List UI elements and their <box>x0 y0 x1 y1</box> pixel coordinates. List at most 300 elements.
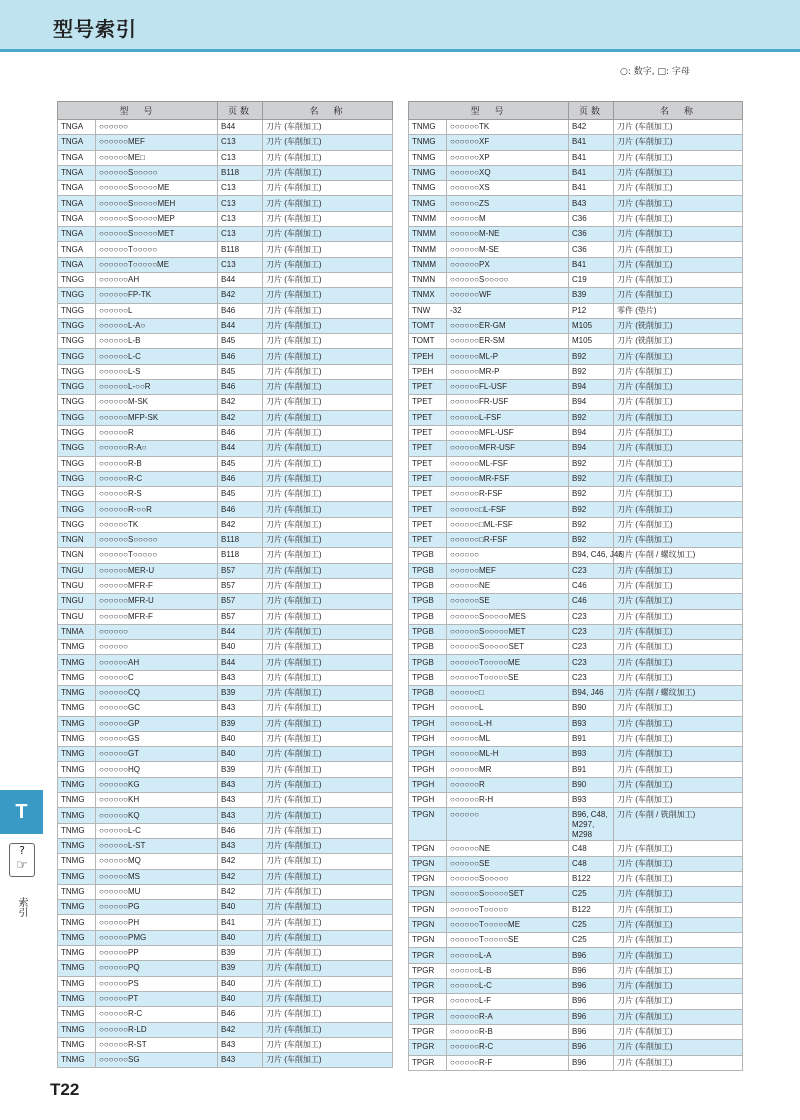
table-row <box>409 548 743 563</box>
table-row <box>409 456 743 471</box>
model-prefix-cell: TNMG <box>409 120 447 135</box>
model-code-cell: ○○○○○○SE <box>447 856 569 871</box>
table-row <box>58 731 393 746</box>
page-cell: C13 <box>218 135 263 150</box>
name-cell: 刀片 (车削加工) <box>614 762 743 777</box>
name-cell: 刀片 (车削加工) <box>263 701 393 716</box>
name-cell: 刀片 (车削加工) <box>614 856 743 871</box>
page-cell: B57 <box>218 563 263 578</box>
name-cell: 刀片 (车削加工) <box>614 793 743 808</box>
model-prefix-cell: TPEH <box>409 349 447 364</box>
model-code-cell: ○○○○○○MR-P <box>447 364 569 379</box>
model-code-cell: ○○○○○○L-S <box>96 364 218 379</box>
index-table-left <box>57 101 393 1068</box>
model-code-cell: ○○○○○○ <box>96 624 218 639</box>
table-row <box>409 994 743 1009</box>
page-cell: B118 <box>218 242 263 257</box>
page-cell: M105 <box>569 334 614 349</box>
model-prefix-cell: TPGB <box>409 624 447 639</box>
table-row <box>58 456 393 471</box>
model-prefix-cell: TNGN <box>58 533 96 548</box>
model-prefix-cell: TPET <box>409 533 447 548</box>
model-code-cell: ○○○○○○PT <box>96 991 218 1006</box>
name-cell: 刀片 (车削加工) <box>263 380 393 395</box>
table-row <box>409 150 743 165</box>
model-prefix-cell: TNMG <box>58 685 96 700</box>
model-prefix-cell: TNMM <box>409 211 447 226</box>
model-code-cell: ○○○○○○ <box>96 120 218 135</box>
page-cell: B43 <box>218 838 263 853</box>
model-code-cell: -32 <box>447 303 569 318</box>
page-cell: B45 <box>218 487 263 502</box>
help-box[interactable] <box>9 843 35 877</box>
name-cell: 刀片 (车削加工) <box>263 441 393 456</box>
page-cell: B92 <box>569 517 614 532</box>
table-row <box>58 1022 393 1037</box>
table-row <box>58 1053 393 1068</box>
index-table-right <box>408 101 743 1071</box>
page-cell: B40 <box>218 900 263 915</box>
model-prefix-cell: TNGG <box>58 334 96 349</box>
model-prefix-cell: TPET <box>409 517 447 532</box>
table-row <box>58 961 393 976</box>
table-header <box>409 102 743 120</box>
name-cell: 刀片 (车削 / 螺纹加工) <box>614 685 743 700</box>
model-code-cell: ○○○○○○ML-FSF <box>447 456 569 471</box>
name-cell: 刀片 (车削加工) <box>263 272 393 287</box>
name-cell: 刀片 (车削加工) <box>614 731 743 746</box>
symbol-legend: ○: 数字, □: 字母 <box>620 67 690 77</box>
model-prefix-cell: TNMG <box>58 823 96 838</box>
model-code-cell: ○○○○○○M-NE <box>447 227 569 242</box>
model-code-cell: ○○○○○○L-C <box>447 979 569 994</box>
model-code-cell: ○○○○○○TK <box>96 517 218 532</box>
model-code-cell: ○○○○○○SG <box>96 1053 218 1068</box>
name-cell: 刀片 (车削加工) <box>263 533 393 548</box>
model-code-cell: ○○○○○○R-S <box>96 487 218 502</box>
model-prefix-cell: TPET <box>409 502 447 517</box>
model-prefix-cell: TPGR <box>409 948 447 963</box>
table-row <box>58 380 393 395</box>
page-cell: B46 <box>218 471 263 486</box>
name-cell: 刀片 (车削加工) <box>263 946 393 961</box>
model-code-cell: ○○○○○○PX <box>447 257 569 272</box>
page-cell: B39 <box>218 961 263 976</box>
name-cell: 刀片 (车削加工) <box>263 1053 393 1068</box>
section-tab-T[interactable]: T <box>0 790 43 834</box>
model-code-cell: ○○○○○○GC <box>96 701 218 716</box>
table-row <box>58 441 393 456</box>
model-prefix-cell: TNMG <box>58 731 96 746</box>
model-code-cell: ○○○○○○NE <box>447 841 569 856</box>
table-row <box>58 854 393 869</box>
page-cell: B45 <box>218 364 263 379</box>
model-prefix-cell: TNGG <box>58 502 96 517</box>
table-row <box>58 808 393 823</box>
model-prefix-cell: TNGG <box>58 471 96 486</box>
page-cell: C13 <box>218 150 263 165</box>
model-prefix-cell: TPGB <box>409 670 447 685</box>
model-code-cell: ○○○○○○T○○○○○ME <box>96 257 218 272</box>
model-prefix-cell: TPGN <box>409 841 447 856</box>
model-prefix-cell: TNGG <box>58 364 96 379</box>
table-row <box>409 1055 743 1070</box>
model-prefix-cell: TPGR <box>409 994 447 1009</box>
page-cell: C36 <box>569 227 614 242</box>
page-cell: B40 <box>218 640 263 655</box>
name-cell: 刀片 (车削加工) <box>263 976 393 991</box>
table-row <box>409 181 743 196</box>
model-code-cell: ○○○○○○T○○○○○SE <box>447 933 569 948</box>
table-row <box>409 227 743 242</box>
page-cell: B43 <box>218 777 263 792</box>
page-cell: B39 <box>218 946 263 961</box>
page-cell: B92 <box>569 487 614 502</box>
model-prefix-cell: TPGB <box>409 655 447 670</box>
model-code-cell: ○○○○○○FL-USF <box>447 380 569 395</box>
table-row <box>409 594 743 609</box>
page-cell: B40 <box>218 731 263 746</box>
column-header-page: 页数 <box>218 102 263 120</box>
model-code-cell: ○○○○○○WF <box>447 288 569 303</box>
page-cell: C23 <box>569 670 614 685</box>
name-cell: 刀片 (车削加工) <box>263 793 393 808</box>
page-cell: B94 <box>569 395 614 410</box>
table-row <box>409 120 743 135</box>
model-prefix-cell: TNGA <box>58 135 96 150</box>
table-row <box>58 533 393 548</box>
name-cell: 刀片 (车削加工) <box>614 563 743 578</box>
model-prefix-cell: TPET <box>409 380 447 395</box>
model-code-cell: ○○○○○○R-C <box>96 1007 218 1022</box>
name-cell: 刀片 (车削加工) <box>263 900 393 915</box>
table-row <box>409 318 743 333</box>
table-row <box>58 120 393 135</box>
table-row <box>409 395 743 410</box>
name-cell: 刀片 (车削加工) <box>263 1007 393 1022</box>
name-cell: 刀片 (车削加工) <box>614 165 743 180</box>
model-code-cell: ○○○○○○CQ <box>96 685 218 700</box>
column-header-name: 名 称 <box>614 102 743 120</box>
table-row <box>409 917 743 932</box>
model-prefix-cell: TPET <box>409 425 447 440</box>
name-cell: 刀片 (车削加工) <box>263 120 393 135</box>
model-code-cell: ○○○○○○PP <box>96 946 218 961</box>
model-prefix-cell: TPGB <box>409 563 447 578</box>
name-cell: 刀片 (车削加工) <box>263 808 393 823</box>
name-cell: 刀片 (车削加工) <box>263 349 393 364</box>
page-cell: B44 <box>218 272 263 287</box>
table-row <box>58 410 393 425</box>
model-prefix-cell: TPET <box>409 471 447 486</box>
name-cell: 刀片 (车削加工) <box>614 502 743 517</box>
page-cell: B94 <box>569 441 614 456</box>
table-row <box>58 165 393 180</box>
model-code-cell: ○○○○○○R-FSF <box>447 487 569 502</box>
model-code-cell: ○○○○○○MFR-F <box>96 578 218 593</box>
page-cell: B44 <box>218 624 263 639</box>
model-prefix-cell: TPGB <box>409 578 447 593</box>
page-cell: B46 <box>218 425 263 440</box>
name-cell: 刀片 (车削加工) <box>263 624 393 639</box>
page-cell: B96, C48, M297, M298 <box>569 808 614 841</box>
page-cell: B44 <box>218 655 263 670</box>
table-row <box>58 334 393 349</box>
table-row <box>409 902 743 917</box>
model-prefix-cell: TPGN <box>409 887 447 902</box>
model-code-cell: ○○○○○○S○○○○○ <box>96 533 218 548</box>
table-row <box>58 747 393 762</box>
page-cell: B41 <box>569 165 614 180</box>
model-prefix-cell: TNW <box>409 303 447 318</box>
name-cell: 刀片 (车削加工) <box>263 548 393 563</box>
table-row <box>58 884 393 899</box>
table-row <box>409 563 743 578</box>
name-cell: 刀片 (车削加工) <box>614 395 743 410</box>
table-row <box>409 135 743 150</box>
page-cell: B42 <box>218 395 263 410</box>
page-cell: B92 <box>569 364 614 379</box>
model-code-cell: ○○○○○○GT <box>96 747 218 762</box>
model-code-cell: ○○○○○○ML-H <box>447 747 569 762</box>
name-cell: 刀片 (车削加工) <box>614 471 743 486</box>
table-row <box>409 808 743 841</box>
model-code-cell: ○○○○○○MEF <box>447 563 569 578</box>
name-cell: 刀片 (车削加工) <box>263 655 393 670</box>
model-prefix-cell: TNGA <box>58 120 96 135</box>
page-cell: C23 <box>569 655 614 670</box>
table-row <box>409 349 743 364</box>
name-cell: 刀片 (车削加工) <box>263 777 393 792</box>
page-cell: B42 <box>218 410 263 425</box>
page-cell: B96 <box>569 1055 614 1070</box>
name-cell: 刀片 (铣削加工) <box>614 334 743 349</box>
model-code-cell: ○○○○○○PMG <box>96 930 218 945</box>
model-code-cell: ○○○○○○XS <box>447 181 569 196</box>
column-header-model: 型 号 <box>409 102 569 120</box>
model-prefix-cell: TNMX <box>409 288 447 303</box>
table-row <box>58 900 393 915</box>
model-code-cell: ○○○○○○L-F <box>447 994 569 1009</box>
model-code-cell: ○○○○○○MU <box>96 884 218 899</box>
table-row <box>58 1037 393 1052</box>
table-row <box>409 609 743 624</box>
model-prefix-cell: TNMG <box>58 1037 96 1052</box>
name-cell: 刀片 (车削加工) <box>263 334 393 349</box>
model-prefix-cell: TNMG <box>58 976 96 991</box>
model-code-cell: ○○○○○○PG <box>96 900 218 915</box>
model-prefix-cell: TNMG <box>58 991 96 1006</box>
name-cell: 刀片 (车削加工) <box>263 165 393 180</box>
page-cell: B41 <box>569 150 614 165</box>
name-cell: 刀片 (车削加工) <box>614 441 743 456</box>
model-code-cell: ○○○○○○MS <box>96 869 218 884</box>
model-code-cell: ○○○○○○S○○○○○MES <box>447 609 569 624</box>
name-cell: 刀片 (车削加工) <box>614 135 743 150</box>
model-prefix-cell: TNGU <box>58 609 96 624</box>
name-cell: 刀片 (车削加工) <box>263 869 393 884</box>
model-code-cell: ○○○○○○L-H <box>447 716 569 731</box>
model-code-cell: ○○○○○○L-FSF <box>447 410 569 425</box>
model-code-cell: ○○○○○○GS <box>96 731 218 746</box>
page-cell: B94 <box>569 380 614 395</box>
model-code-cell: ○○○○○○SE <box>447 594 569 609</box>
model-prefix-cell: TNGU <box>58 578 96 593</box>
model-code-cell: ○○○○○○S○○○○○ME <box>96 181 218 196</box>
table-row <box>409 578 743 593</box>
page-cell: C46 <box>569 594 614 609</box>
model-code-cell: ○○○○○○GP <box>96 716 218 731</box>
page-cell: C25 <box>569 887 614 902</box>
model-prefix-cell: TNMG <box>58 762 96 777</box>
table-row <box>58 502 393 517</box>
model-prefix-cell: TNGG <box>58 487 96 502</box>
model-code-cell: ○○○○○○R-B <box>447 1024 569 1039</box>
model-code-cell: ○○○○○○L-○○R <box>96 380 218 395</box>
model-code-cell: ○○○○○○R-C <box>96 471 218 486</box>
table-row <box>58 930 393 945</box>
table-row <box>409 533 743 548</box>
name-cell: 刀片 (车削加工) <box>263 991 393 1006</box>
question-mark-icon: ? <box>19 844 25 857</box>
model-prefix-cell: TPGB <box>409 609 447 624</box>
model-code-cell: ○○○○○○L-ST <box>96 838 218 853</box>
model-code-cell: ○○○○○○TK <box>447 120 569 135</box>
page-cell: B96 <box>569 963 614 978</box>
page-cell: B96 <box>569 1040 614 1055</box>
model-prefix-cell: TNGU <box>58 594 96 609</box>
name-cell: 刀片 (车削加工) <box>263 471 393 486</box>
name-cell: 刀片 (车削加工) <box>263 838 393 853</box>
page-cell: B39 <box>569 288 614 303</box>
model-prefix-cell: TNMG <box>58 915 96 930</box>
page-cell: B57 <box>218 594 263 609</box>
model-prefix-cell: TPGH <box>409 747 447 762</box>
table-row <box>58 211 393 226</box>
name-cell: 刀片 (车削加工) <box>614 272 743 287</box>
page-cell: B118 <box>218 548 263 563</box>
name-cell: 刀片 (车削加工) <box>263 1037 393 1052</box>
page-cell: B91 <box>569 731 614 746</box>
name-cell: 刀片 (车削加工) <box>263 716 393 731</box>
model-code-cell: ○○○○○○L-B <box>447 963 569 978</box>
page-cell: B42 <box>569 120 614 135</box>
table-row <box>409 441 743 456</box>
name-cell: 刀片 (车削加工) <box>614 624 743 639</box>
table-row <box>409 685 743 700</box>
name-cell: 刀片 (车削加工) <box>614 242 743 257</box>
name-cell: 刀片 (车削加工) <box>614 227 743 242</box>
name-cell: 刀片 (车削加工) <box>263 1022 393 1037</box>
model-prefix-cell: TPGH <box>409 731 447 746</box>
table-row <box>409 948 743 963</box>
model-code-cell: ○○○○○○AH <box>96 272 218 287</box>
page-cell: C13 <box>218 227 263 242</box>
model-prefix-cell: TPGH <box>409 793 447 808</box>
model-code-cell: ○○○○○○KQ <box>96 808 218 823</box>
table-row <box>58 838 393 853</box>
name-cell: 刀片 (车削加工) <box>614 196 743 211</box>
page-cell: C46 <box>569 578 614 593</box>
model-prefix-cell: TNMG <box>409 150 447 165</box>
table-row <box>58 257 393 272</box>
page-cell: B92 <box>569 471 614 486</box>
table-row <box>409 670 743 685</box>
page-cell: B96 <box>569 1009 614 1024</box>
model-prefix-cell: TNMG <box>58 670 96 685</box>
table-row <box>58 640 393 655</box>
page-cell: B96 <box>569 948 614 963</box>
model-code-cell: ○○○○○○XP <box>447 150 569 165</box>
table-row <box>58 976 393 991</box>
page-cell: C13 <box>218 196 263 211</box>
table-row <box>409 410 743 425</box>
model-code-cell: ○○○○○○ER-SM <box>447 334 569 349</box>
table-row <box>58 349 393 364</box>
page-cell: B46 <box>218 380 263 395</box>
page-cell: B44 <box>218 441 263 456</box>
name-cell: 刀片 (车削加工) <box>614 517 743 532</box>
model-code-cell: ○○○○○○AH <box>96 655 218 670</box>
table-row <box>58 548 393 563</box>
page-cell: C13 <box>218 211 263 226</box>
model-prefix-cell: TNMG <box>409 196 447 211</box>
name-cell: 刀片 (车削加工) <box>263 731 393 746</box>
model-code-cell: ○○○○○○T○○○○○ <box>447 902 569 917</box>
name-cell: 刀片 (车削加工) <box>263 502 393 517</box>
name-cell: 刀片 (车削加工) <box>614 655 743 670</box>
model-code-cell: ○○○○○○T○○○○○ <box>96 242 218 257</box>
model-prefix-cell: TNGA <box>58 211 96 226</box>
page-cell: B94, C46, J46 <box>569 548 614 563</box>
table-row <box>409 933 743 948</box>
model-code-cell: ○○○○○○R-○○R <box>96 502 218 517</box>
model-code-cell: ○○○○○○KG <box>96 777 218 792</box>
page-cell: B40 <box>218 976 263 991</box>
model-prefix-cell: TNGA <box>58 165 96 180</box>
model-code-cell: ○○○○○○S○○○○○SET <box>447 640 569 655</box>
name-cell: 刀片 (车削加工) <box>614 150 743 165</box>
model-prefix-cell: TNGG <box>58 456 96 471</box>
model-code-cell: ○○○○○○R-H <box>447 793 569 808</box>
name-cell: 刀片 (车削加工) <box>263 135 393 150</box>
table-row <box>409 701 743 716</box>
table-row <box>58 823 393 838</box>
model-prefix-cell: TNGA <box>58 257 96 272</box>
name-cell: 刀片 (车削加工) <box>263 609 393 624</box>
model-prefix-cell: TNMG <box>58 1053 96 1068</box>
model-code-cell: ○○○○○○MFL-USF <box>447 425 569 440</box>
page-cell: B46 <box>218 349 263 364</box>
model-code-cell: ○○○○○○T○○○○○SE <box>447 670 569 685</box>
name-cell: 刀片 (车削 / 螺纹加工) <box>614 548 743 563</box>
name-cell: 刀片 (车削加工) <box>263 854 393 869</box>
name-cell: 刀片 (车削加工) <box>614 288 743 303</box>
model-code-cell: ○○○○○○S○○○○○MEP <box>96 211 218 226</box>
table-row <box>58 1007 393 1022</box>
model-prefix-cell: TNMG <box>58 747 96 762</box>
model-code-cell: ○○○○○○S○○○○○ <box>96 165 218 180</box>
model-prefix-cell: TNMG <box>58 961 96 976</box>
table-row <box>409 963 743 978</box>
name-cell: 刀片 (车削加工) <box>614 120 743 135</box>
table-row <box>58 777 393 792</box>
model-code-cell: ○○○○○○S○○○○○ <box>447 871 569 886</box>
page-cell: B92 <box>569 410 614 425</box>
page-cell: B122 <box>569 902 614 917</box>
page-cell: B39 <box>218 685 263 700</box>
table-row <box>409 871 743 886</box>
